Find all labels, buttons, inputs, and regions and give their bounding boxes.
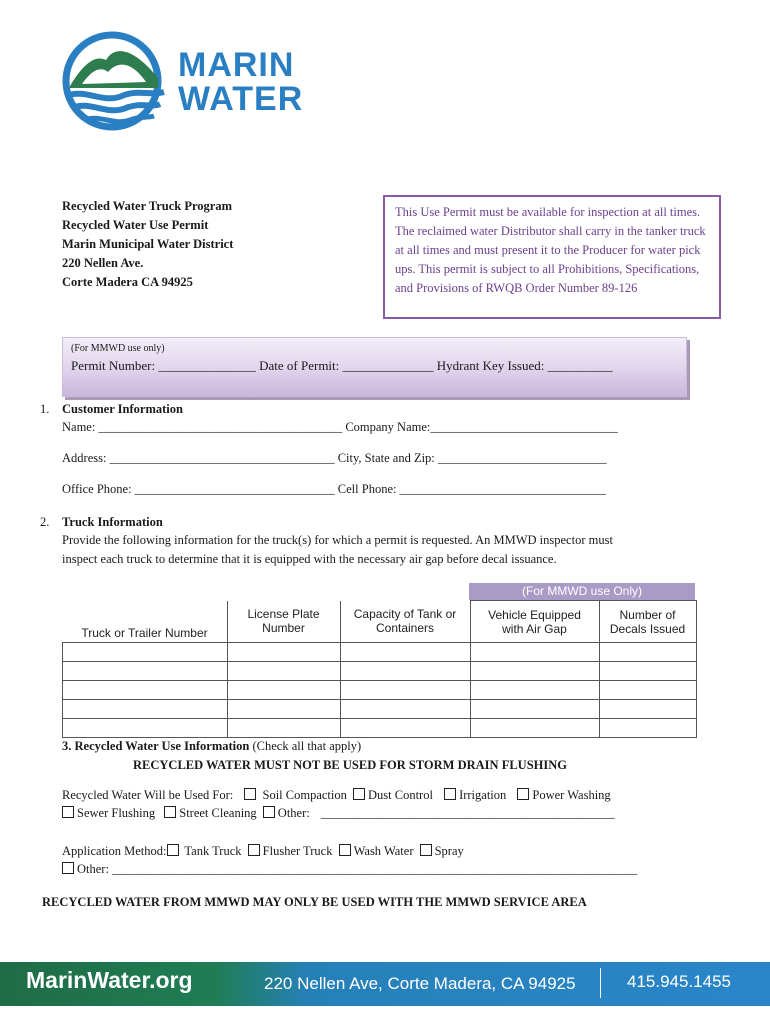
wash-water-checkbox[interactable]: [339, 844, 351, 856]
table-row[interactable]: [63, 719, 697, 738]
section-3-number: 3.: [62, 739, 72, 753]
soil-compaction-label: Soil Compaction: [262, 788, 347, 802]
section-3-title: Recycled Water Use Information: [74, 739, 250, 753]
logo-text-marin: MARIN: [178, 46, 295, 84]
col-license-plate: License Plate Number: [227, 601, 340, 643]
tank-truck-checkbox[interactable]: [167, 844, 179, 856]
street-cleaning-label: Street Cleaning: [179, 806, 257, 820]
permit-fields: Permit Number: _______________ Date of Permit: ______________ Hydrant Key Issued: __________: [71, 358, 613, 373]
spray-label: Spray: [434, 844, 464, 858]
sewer-flushing-checkbox[interactable]: [62, 806, 74, 818]
irrigation-checkbox[interactable]: [444, 788, 456, 800]
program-header: [62, 197, 233, 292]
flusher-truck-label: Flusher Truck: [262, 844, 333, 858]
truck-instructions-line-1: Provide the following information for the truck(s) for which a permit is requested. An MMWD inspector must: [62, 533, 613, 547]
section-1-title: Customer Information: [62, 402, 183, 416]
other-use-checkbox[interactable]: [263, 806, 275, 818]
mmwd-use-only-box: [62, 337, 687, 397]
tank-truck-label: Tank Truck: [184, 844, 242, 858]
table-row[interactable]: [63, 662, 697, 681]
col-decals: Number of Decals Issued: [599, 601, 696, 643]
table-row[interactable]: [63, 681, 697, 700]
use-label: Recycled Water Will be Used For:: [62, 788, 234, 802]
section-2-title: Truck Information: [62, 515, 163, 529]
city-address: Corte Madera CA 94925: [62, 275, 193, 289]
method-label: Application Method:: [62, 844, 167, 858]
truck-table-header: [63, 601, 697, 643]
table-row[interactable]: [63, 700, 697, 719]
soil-compaction-checkbox[interactable]: [244, 788, 256, 800]
service-area-notice: RECYCLED WATER FROM MMWD MAY ONLY BE USED WITH THE MMWD SERVICE AREA: [42, 895, 587, 909]
permit-notice-box: [383, 195, 721, 319]
mmwd-use-only-note: (For MMWD use only): [71, 343, 165, 354]
address-city-row[interactable]: Address: ____________________________________ City, State and Zip: ___________________________: [62, 451, 607, 465]
district-name: Marin Municipal Water District: [62, 237, 234, 251]
irrigation-label: Irrigation: [459, 788, 507, 802]
col-air-gap: Vehicle Equipped with Air Gap: [470, 601, 599, 643]
footer-website[interactable]: MarinWater.org: [26, 967, 193, 993]
use-options-row-2: [62, 806, 615, 821]
flusher-truck-checkbox[interactable]: [248, 844, 260, 856]
truck-table: [62, 600, 697, 738]
footer-address: 220 Nellen Ave, Corte Madera, CA 94925: [264, 974, 576, 993]
sewer-flushing-label: Sewer Flushing: [77, 806, 156, 820]
dust-control-checkbox[interactable]: [353, 788, 365, 800]
street-address: 220 Nellen Ave.: [62, 256, 144, 270]
logo-mark-icon: [60, 26, 172, 138]
method-other-row: [62, 862, 637, 877]
name-company-row[interactable]: Name: _______________________________________ Company Name:______________________________: [62, 420, 618, 434]
other-use-field[interactable]: _______________________________________________: [320, 806, 615, 820]
col-capacity: Capacity of Tank or Containers: [340, 601, 470, 643]
street-cleaning-checkbox[interactable]: [164, 806, 176, 818]
col-truck-number: Truck or Trailer Number: [63, 601, 228, 643]
power-washing-checkbox[interactable]: [517, 788, 529, 800]
use-options-row-1: [62, 788, 611, 803]
section-3-note: (Check all that apply): [249, 739, 362, 753]
method-options-row: [62, 844, 464, 859]
other-method-field[interactable]: Other: ____________________________________________________________________________________: [77, 862, 638, 876]
other-use-label: Other:: [277, 806, 310, 820]
permit-notice-text: This Use Permit must be available for inspection at all times. The reclaimed water Distributor shall carry in the tanker truck at all times and must present it to the Producer for water pick ups. This permit is subject to all Prohibitions, Specifications, and Provisions of RWQB Order Number 89-126: [395, 205, 706, 295]
permit-title: Recycled Water Use Permit: [62, 218, 209, 232]
footer-phone[interactable]: 415.945.1455: [627, 972, 731, 991]
truck-instructions-line-2: inspect each truck to determine that it is equipped with the necessary air gap before decal issuance.: [62, 552, 557, 566]
program-title: Recycled Water Truck Program: [62, 199, 232, 213]
marin-water-logo: [60, 26, 310, 138]
spray-checkbox[interactable]: [420, 844, 432, 856]
footer-divider: [600, 968, 601, 998]
section-2-number: 2.: [40, 515, 50, 529]
phone-row[interactable]: Office Phone: ________________________________ Cell Phone: _________________________________: [62, 482, 606, 496]
section-3-heading: [62, 738, 361, 754]
section-1-number: 1.: [40, 402, 50, 416]
power-washing-label: Power Washing: [532, 788, 611, 802]
storm-drain-warning: RECYCLED WATER MUST NOT BE USED FOR STORM DRAIN FLUSHING: [133, 758, 567, 772]
dust-control-label: Dust Control: [368, 788, 433, 802]
other-method-checkbox[interactable]: [62, 862, 74, 874]
table-row[interactable]: [63, 643, 697, 662]
wash-water-label: Wash Water: [353, 844, 414, 858]
logo-text-water: WATER: [178, 80, 304, 118]
mmwd-use-only-column-header: (For MMWD use Only): [469, 583, 695, 600]
